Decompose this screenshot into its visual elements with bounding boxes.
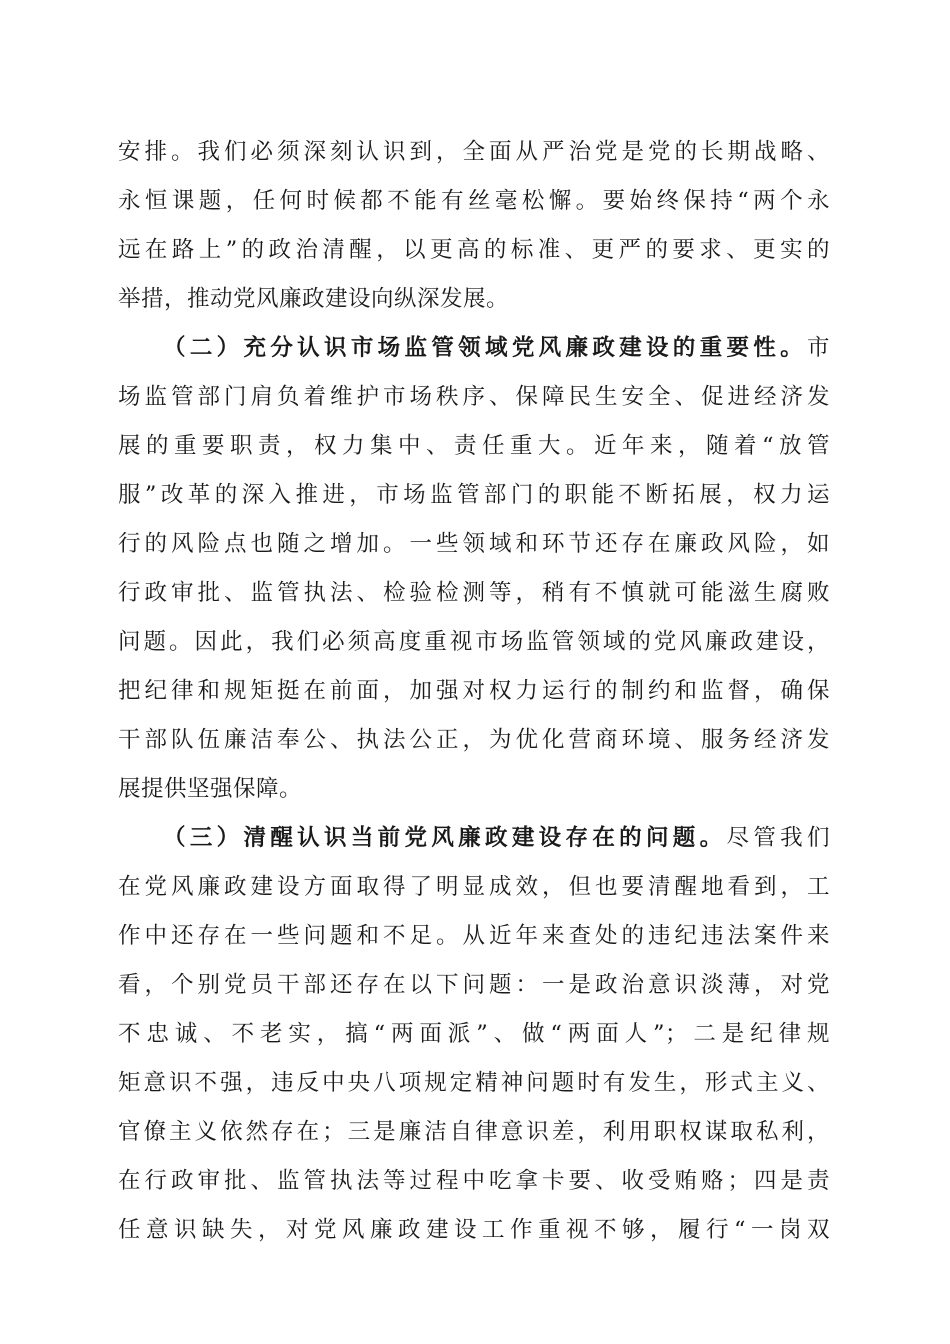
paragraph-3-line-9: 任意识缺失，对党风廉政建设工作重视不够，履行“一岗双 <box>118 1217 830 1243</box>
paragraph-1-line-3: 远在路上”的政治清醒，以更高的标准、更严的要求、更实的 <box>118 237 830 263</box>
paragraph-2-line-8: 把纪律和规矩挺在前面，加强对权力运行的制约和监督，确保 <box>118 678 830 704</box>
paragraph-3-line-5: 不忠诚、不老实，搞“两面派”、做“两面人”；二是纪律规 <box>118 1021 830 1047</box>
paragraph-2-line-3: 展的重要职责，权力集中、责任重大。近年来，随着“放管 <box>118 433 830 459</box>
paragraph-2-line-5: 行的风险点也随之增加。一些领域和环节还存在廉政风险，如 <box>118 531 830 557</box>
paragraph-1-line-2: 永恒课题，任何时候都不能有丝毫松懈。要始终保持“两个永 <box>118 188 830 214</box>
paragraph-2-line-2: 场监管部门肩负着维护市场秩序、保障民生安全、促进经济发 <box>118 384 830 410</box>
section-heading-3: （三）清醒认识当前党风廉政建设存在的问题。 <box>163 825 727 851</box>
paragraph-3-line-6: 矩意识不强，违反中央八项规定精神问题时有发生，形式主义、 <box>118 1070 830 1096</box>
paragraph-3-line-1 <box>163 818 830 858</box>
paragraph-3-line-2: 在党风廉政建设方面取得了明显成效，但也要清醒地看到，工 <box>118 874 830 900</box>
paragraph-3-line-7: 官僚主义依然存在；三是廉洁自律意识差，利用职权谋取私利， <box>118 1119 830 1145</box>
paragraph-2-line-1-rest: 市 <box>806 335 830 361</box>
paragraph-2-line-6: 行政审批、监管执法、检验检测等，稍有不慎就可能滋生腐败 <box>118 580 830 606</box>
paragraph-2-line-1 <box>163 328 830 368</box>
paragraph-2-line-4: 服”改革的深入推进，市场监管部门的职能不断拓展，权力运 <box>118 482 830 508</box>
paragraph-2-line-10: 展提供坚强保障。 <box>118 776 303 802</box>
paragraph-2-line-9: 干部队伍廉洁奉公、执法公正，为优化营商环境、服务经济发 <box>118 727 830 753</box>
paragraph-3-line-1-rest: 尽管我们 <box>726 825 830 851</box>
paragraph-3-line-4: 看，个别党员干部还存在以下问题：一是政治意识淡薄，对党 <box>118 972 830 998</box>
paragraph-1-line-1: 安排。我们必须深刻认识到，全面从严治党是党的长期战略、 <box>118 139 830 165</box>
section-heading-2: （二）充分认识市场监管领域党风廉政建设的重要性。 <box>163 335 807 361</box>
paragraph-3-line-8: 在行政审批、监管执法等过程中吃拿卡要、收受贿赂；四是责 <box>118 1168 830 1194</box>
paragraph-1-line-4: 举措，推动党风廉政建设向纵深发展。 <box>118 286 510 312</box>
paragraph-3-line-3: 作中还存在一些问题和不足。从近年来查处的违纪违法案件来 <box>118 923 830 949</box>
paragraph-2-line-7: 问题。因此，我们必须高度重视市场监管领域的党风廉政建设， <box>118 629 830 655</box>
